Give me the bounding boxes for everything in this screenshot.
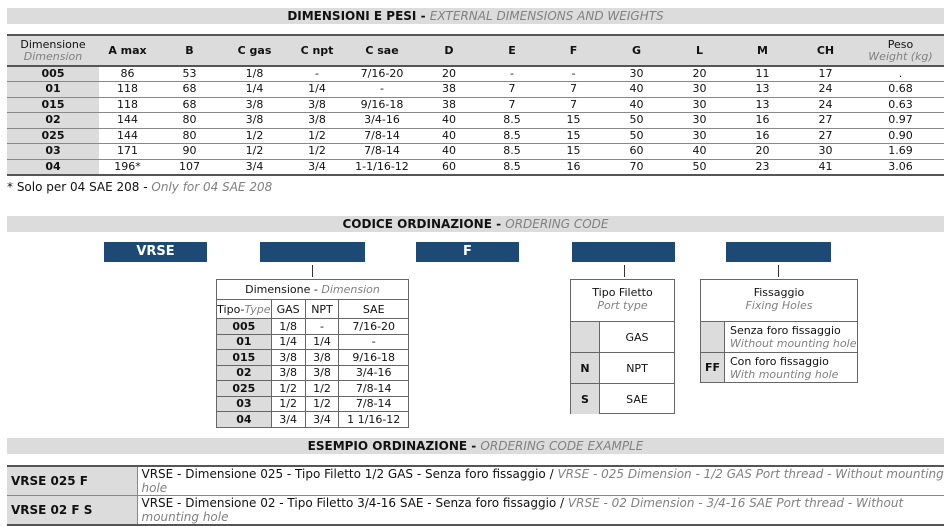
dimension-value-cell: 80 [156, 128, 223, 144]
dimension-value-cell: - [542, 66, 605, 82]
subtable-value-cell: 3/4 [271, 412, 305, 428]
dimensions-header-cell: Dimensione Dimension [7, 35, 99, 66]
dimension-value-cell: 30 [668, 97, 731, 113]
dimension-subtable-row [217, 365, 409, 381]
port-type-option-npt [571, 353, 674, 384]
dimension-value-cell: 30 [794, 144, 857, 160]
dimension-subtable-row [217, 319, 409, 335]
dimension-value-cell: 16 [731, 113, 794, 129]
port-type-key: N [571, 353, 600, 383]
dimension-value-cell: 3/8 [286, 113, 348, 129]
dimension-value-cell: 144 [99, 128, 156, 144]
port-type-label: NPT [626, 361, 648, 375]
port-type-panel [570, 279, 675, 414]
code-box-port [572, 242, 675, 262]
fixing-key: FF [701, 353, 725, 382]
dimension-value-cell: 60 [605, 144, 668, 160]
dimension-size-cell: 015 [7, 97, 99, 113]
subtable-value-cell: 3/4-16 [339, 365, 409, 381]
subtable-value-cell: 1/2 [271, 396, 305, 412]
subtable-type-cell: 04 [217, 412, 272, 428]
dimensions-header-cell: G [605, 35, 668, 66]
dimension-value-cell: 50 [605, 128, 668, 144]
dimension-value-cell: 9/16-18 [348, 97, 416, 113]
dimensions-section-header: DIMENSIONI E PESI - EXTERNAL DIMENSIONS AND WEIGHTS [7, 8, 944, 24]
example-code: VRSE 02 F S [7, 496, 137, 526]
dimension-value-cell: 15 [542, 128, 605, 144]
footnote-translation: Only for 04 SAE 208 [151, 180, 273, 194]
ordering-title: CODICE ORDINAZIONE [342, 217, 492, 231]
dimension-subtable-row [217, 396, 409, 412]
footnote-text: * Solo per 04 SAE 208 - [7, 180, 152, 194]
dimension-value-cell: 0.68 [857, 82, 944, 98]
ordering-section-header: CODICE ORDINAZIONE - ORDERING CODE [7, 216, 944, 232]
dimension-value-cell: 8.5 [482, 159, 542, 175]
dimensions-table-row [7, 113, 944, 129]
dimension-value-cell: 60 [416, 159, 482, 175]
dimension-value-cell: 30 [668, 128, 731, 144]
code-box-dimension [260, 242, 365, 262]
dimension-subtable-npt-header: NPT [305, 300, 339, 319]
dimension-value-cell: 8.5 [482, 144, 542, 160]
port-type-key [571, 322, 600, 352]
dimension-subtable-gas-header: GAS [271, 300, 305, 319]
dimension-value-cell: - [348, 82, 416, 98]
dimension-size-cell: 03 [7, 144, 99, 160]
dimensions-table [7, 34, 944, 176]
subtable-value-cell: 1/2 [305, 381, 339, 397]
dimension-value-cell: 0.63 [857, 97, 944, 113]
dimension-value-cell: . [857, 66, 944, 82]
dimensions-header-cell: Peso Weight (kg) [857, 35, 944, 66]
dimension-value-cell: 0.97 [857, 113, 944, 129]
subtable-value-cell: 9/16-18 [339, 350, 409, 366]
dimension-value-cell: 30 [605, 66, 668, 82]
dimension-value-cell: 7/16-20 [348, 66, 416, 82]
dimension-value-cell: 1/2 [286, 144, 348, 160]
dimension-value-cell: 38 [416, 82, 482, 98]
subtable-value-cell: 3/8 [305, 365, 339, 381]
example-table [7, 465, 944, 526]
example-code: VRSE 025 F [7, 466, 137, 496]
example-description: VRSE - Dimensione 025 - Tipo Filetto 1/2 GAS - Senza foro fissaggio / VRSE - 025 Dimension - 1/2 GAS Port thread - Without mounting hole [137, 466, 944, 496]
subtable-type-cell: 015 [217, 350, 272, 366]
dimension-subtable-row [217, 412, 409, 428]
fixing-option-with [701, 353, 857, 382]
dimensions-table-row [7, 128, 944, 144]
dimension-value-cell: 7 [482, 82, 542, 98]
dimension-value-cell: 80 [156, 113, 223, 129]
subtable-value-cell: 1/4 [271, 334, 305, 350]
dimension-value-cell: 40 [416, 144, 482, 160]
dimension-value-cell: 30 [668, 82, 731, 98]
dimension-subtable-row [217, 334, 409, 350]
subtable-value-cell: - [339, 334, 409, 350]
dimension-value-cell: 30 [668, 113, 731, 129]
dimension-value-cell: 70 [605, 159, 668, 175]
dimension-value-cell: 90 [156, 144, 223, 160]
dimension-value-cell: 7/8-14 [348, 144, 416, 160]
dimension-value-cell: 38 [416, 97, 482, 113]
dimension-value-cell: 86 [99, 66, 156, 82]
port-type-label: GAS [625, 330, 649, 344]
dimensions-header-cell: E [482, 35, 542, 66]
dimension-value-cell: 1-1/16-12 [348, 159, 416, 175]
code-box-fixing [726, 242, 831, 262]
dimension-value-cell: 13 [731, 82, 794, 98]
dimension-value-cell: 7 [542, 82, 605, 98]
dimension-value-cell: 0.90 [857, 128, 944, 144]
dimension-value-cell: 68 [156, 97, 223, 113]
subtable-type-cell: 005 [217, 319, 272, 335]
dimension-value-cell: 3/4 [223, 159, 286, 175]
dimensions-table-row [7, 97, 944, 113]
port-type-option-gas [571, 322, 674, 353]
dimension-value-cell: 1/8 [223, 66, 286, 82]
dimension-value-cell: 8.5 [482, 128, 542, 144]
dimension-size-cell: 005 [7, 66, 99, 82]
dimension-subtable-type-header: Tipo-Type [217, 300, 272, 319]
dimension-value-cell: 27 [794, 113, 857, 129]
dimension-value-cell: 16 [731, 128, 794, 144]
connector-line-port [624, 265, 625, 277]
subtable-value-cell: 7/16-20 [339, 319, 409, 335]
dimensions-table-row [7, 82, 944, 98]
dimensions-header-cell: M [731, 35, 794, 66]
dimension-value-cell: 107 [156, 159, 223, 175]
dimension-value-cell: 40 [668, 144, 731, 160]
subtable-type-cell: 02 [217, 365, 272, 381]
dimension-value-cell: 24 [794, 97, 857, 113]
dimension-value-cell: 27 [794, 128, 857, 144]
port-type-key: S [571, 384, 600, 414]
dimension-value-cell: 3.06 [857, 159, 944, 175]
footnote [7, 180, 272, 194]
dimension-subtable-row [217, 381, 409, 397]
dimension-value-cell: 1/4 [223, 82, 286, 98]
dimension-value-cell: 3/4 [286, 159, 348, 175]
dimensions-table-row [7, 144, 944, 160]
fixing-holes-title: Fissaggio Fixing Holes [701, 280, 857, 322]
dimension-value-cell: 118 [99, 97, 156, 113]
dimensions-header-cell: C gas [223, 35, 286, 66]
dimension-value-cell: 1/2 [286, 128, 348, 144]
subtable-value-cell: 7/8-14 [339, 381, 409, 397]
dimensions-header-cell: L [668, 35, 731, 66]
dimension-subtable-sae-header: SAE [339, 300, 409, 319]
dimensions-table-row [7, 159, 944, 175]
dimension-size-cell: 04 [7, 159, 99, 175]
dimension-value-cell: 20 [668, 66, 731, 82]
subtable-value-cell: 3/8 [271, 365, 305, 381]
dimension-value-cell: 40 [605, 97, 668, 113]
dimension-value-cell: 1/2 [223, 128, 286, 144]
subtable-value-cell: 1/2 [305, 396, 339, 412]
dimension-size-cell: 01 [7, 82, 99, 98]
ordering-subtitle: ORDERING CODE [505, 217, 609, 231]
example-title: ESEMPIO ORDINAZIONE [307, 439, 468, 453]
dimension-value-cell: 171 [99, 144, 156, 160]
port-type-option-sae [571, 384, 674, 414]
dimension-value-cell: 1/4 [286, 82, 348, 98]
example-description: VRSE - Dimensione 02 - Tipo Filetto 3/4-16 SAE - Senza foro fissaggio / VRSE - 02 Dimension - 3/4-16 SAE Port thread - Without mounting hole [137, 496, 944, 526]
dimensions-subtitle: EXTERNAL DIMENSIONS AND WEIGHTS [429, 9, 664, 23]
connector-line-fixing [778, 265, 779, 277]
dimension-value-cell: 40 [416, 128, 482, 144]
subtable-value-cell: 3/8 [305, 350, 339, 366]
fixing-holes-panel [700, 279, 858, 383]
fixing-key [701, 322, 725, 352]
dimension-value-cell: 16 [542, 159, 605, 175]
connector-line-dimension [312, 265, 313, 277]
dimension-value-cell: 3/8 [223, 97, 286, 113]
example-section-header: ESEMPIO ORDINAZIONE - ORDERING CODE EXAMPLE [7, 438, 944, 454]
dimension-value-cell: 53 [156, 66, 223, 82]
fixing-option-without [701, 322, 857, 353]
dimension-value-cell: - [482, 66, 542, 82]
port-type-title: Tipo Filetto Port type [571, 280, 674, 322]
example-subtitle: ORDERING CODE EXAMPLE [480, 439, 644, 453]
dimension-subtable [216, 279, 409, 428]
dimension-value-cell: 15 [542, 113, 605, 129]
dimension-value-cell: 50 [668, 159, 731, 175]
dimension-value-cell: - [286, 66, 348, 82]
dimension-value-cell: 1/2 [223, 144, 286, 160]
dimension-value-cell: 3/8 [286, 97, 348, 113]
dimension-value-cell: 1.69 [857, 144, 944, 160]
dimensions-header-cell: D [416, 35, 482, 66]
dimension-value-cell: 3/8 [223, 113, 286, 129]
code-box-type: F [416, 242, 519, 262]
dimension-value-cell: 40 [605, 82, 668, 98]
dimensions-header-cell: F [542, 35, 605, 66]
subtable-value-cell: 3/4 [305, 412, 339, 428]
fixing-label: Senza foro fissaggio Without mounting hole [730, 324, 857, 350]
fixing-label: Con foro fissaggio With mounting hole [730, 354, 839, 381]
example-row [7, 496, 944, 526]
dimension-value-cell: 23 [731, 159, 794, 175]
dimensions-header-cell: A max [99, 35, 156, 66]
dimension-value-cell: 50 [605, 113, 668, 129]
dimension-value-cell: 196* [99, 159, 156, 175]
dimension-subtable-title: Dimensione - Dimension [217, 280, 409, 300]
code-box-series: VRSE [104, 242, 207, 262]
dimension-value-cell: 3/4-16 [348, 113, 416, 129]
dimensions-header-cell: CH [794, 35, 857, 66]
subtable-value-cell: 7/8-14 [339, 396, 409, 412]
dimension-value-cell: 20 [416, 66, 482, 82]
dimension-value-cell: 20 [731, 144, 794, 160]
subtable-value-cell: 3/8 [271, 350, 305, 366]
dimension-value-cell: 7 [542, 97, 605, 113]
dimension-value-cell: 13 [731, 97, 794, 113]
dimension-value-cell: 15 [542, 144, 605, 160]
port-type-label: SAE [626, 392, 648, 406]
dimensions-header-cell: C npt [286, 35, 348, 66]
dimensions-table-row [7, 66, 944, 82]
subtable-value-cell: 1/2 [271, 381, 305, 397]
dimension-value-cell: 41 [794, 159, 857, 175]
subtable-type-cell: 03 [217, 396, 272, 412]
dimensions-table-header [7, 35, 944, 66]
subtable-type-cell: 01 [217, 334, 272, 350]
dimension-value-cell: 40 [416, 113, 482, 129]
dimension-value-cell: 7 [482, 97, 542, 113]
dimension-value-cell: 17 [794, 66, 857, 82]
dimension-size-cell: 02 [7, 113, 99, 129]
dimensions-title: DIMENSIONI E PESI [287, 9, 417, 23]
subtable-value-cell: 1/4 [305, 334, 339, 350]
subtable-type-cell: 025 [217, 381, 272, 397]
subtable-value-cell: 1 1/16-12 [339, 412, 409, 428]
example-row [7, 466, 944, 496]
dimension-value-cell: 24 [794, 82, 857, 98]
dimension-value-cell: 68 [156, 82, 223, 98]
dimension-value-cell: 118 [99, 82, 156, 98]
dimension-size-cell: 025 [7, 128, 99, 144]
dimensions-header-cell: B [156, 35, 223, 66]
dimension-value-cell: 8.5 [482, 113, 542, 129]
dimension-value-cell: 11 [731, 66, 794, 82]
dimension-subtable-row [217, 350, 409, 366]
dimensions-header-cell: C sae [348, 35, 416, 66]
subtable-value-cell: - [305, 319, 339, 335]
dimension-value-cell: 144 [99, 113, 156, 129]
subtable-value-cell: 1/8 [271, 319, 305, 335]
dimension-value-cell: 7/8-14 [348, 128, 416, 144]
